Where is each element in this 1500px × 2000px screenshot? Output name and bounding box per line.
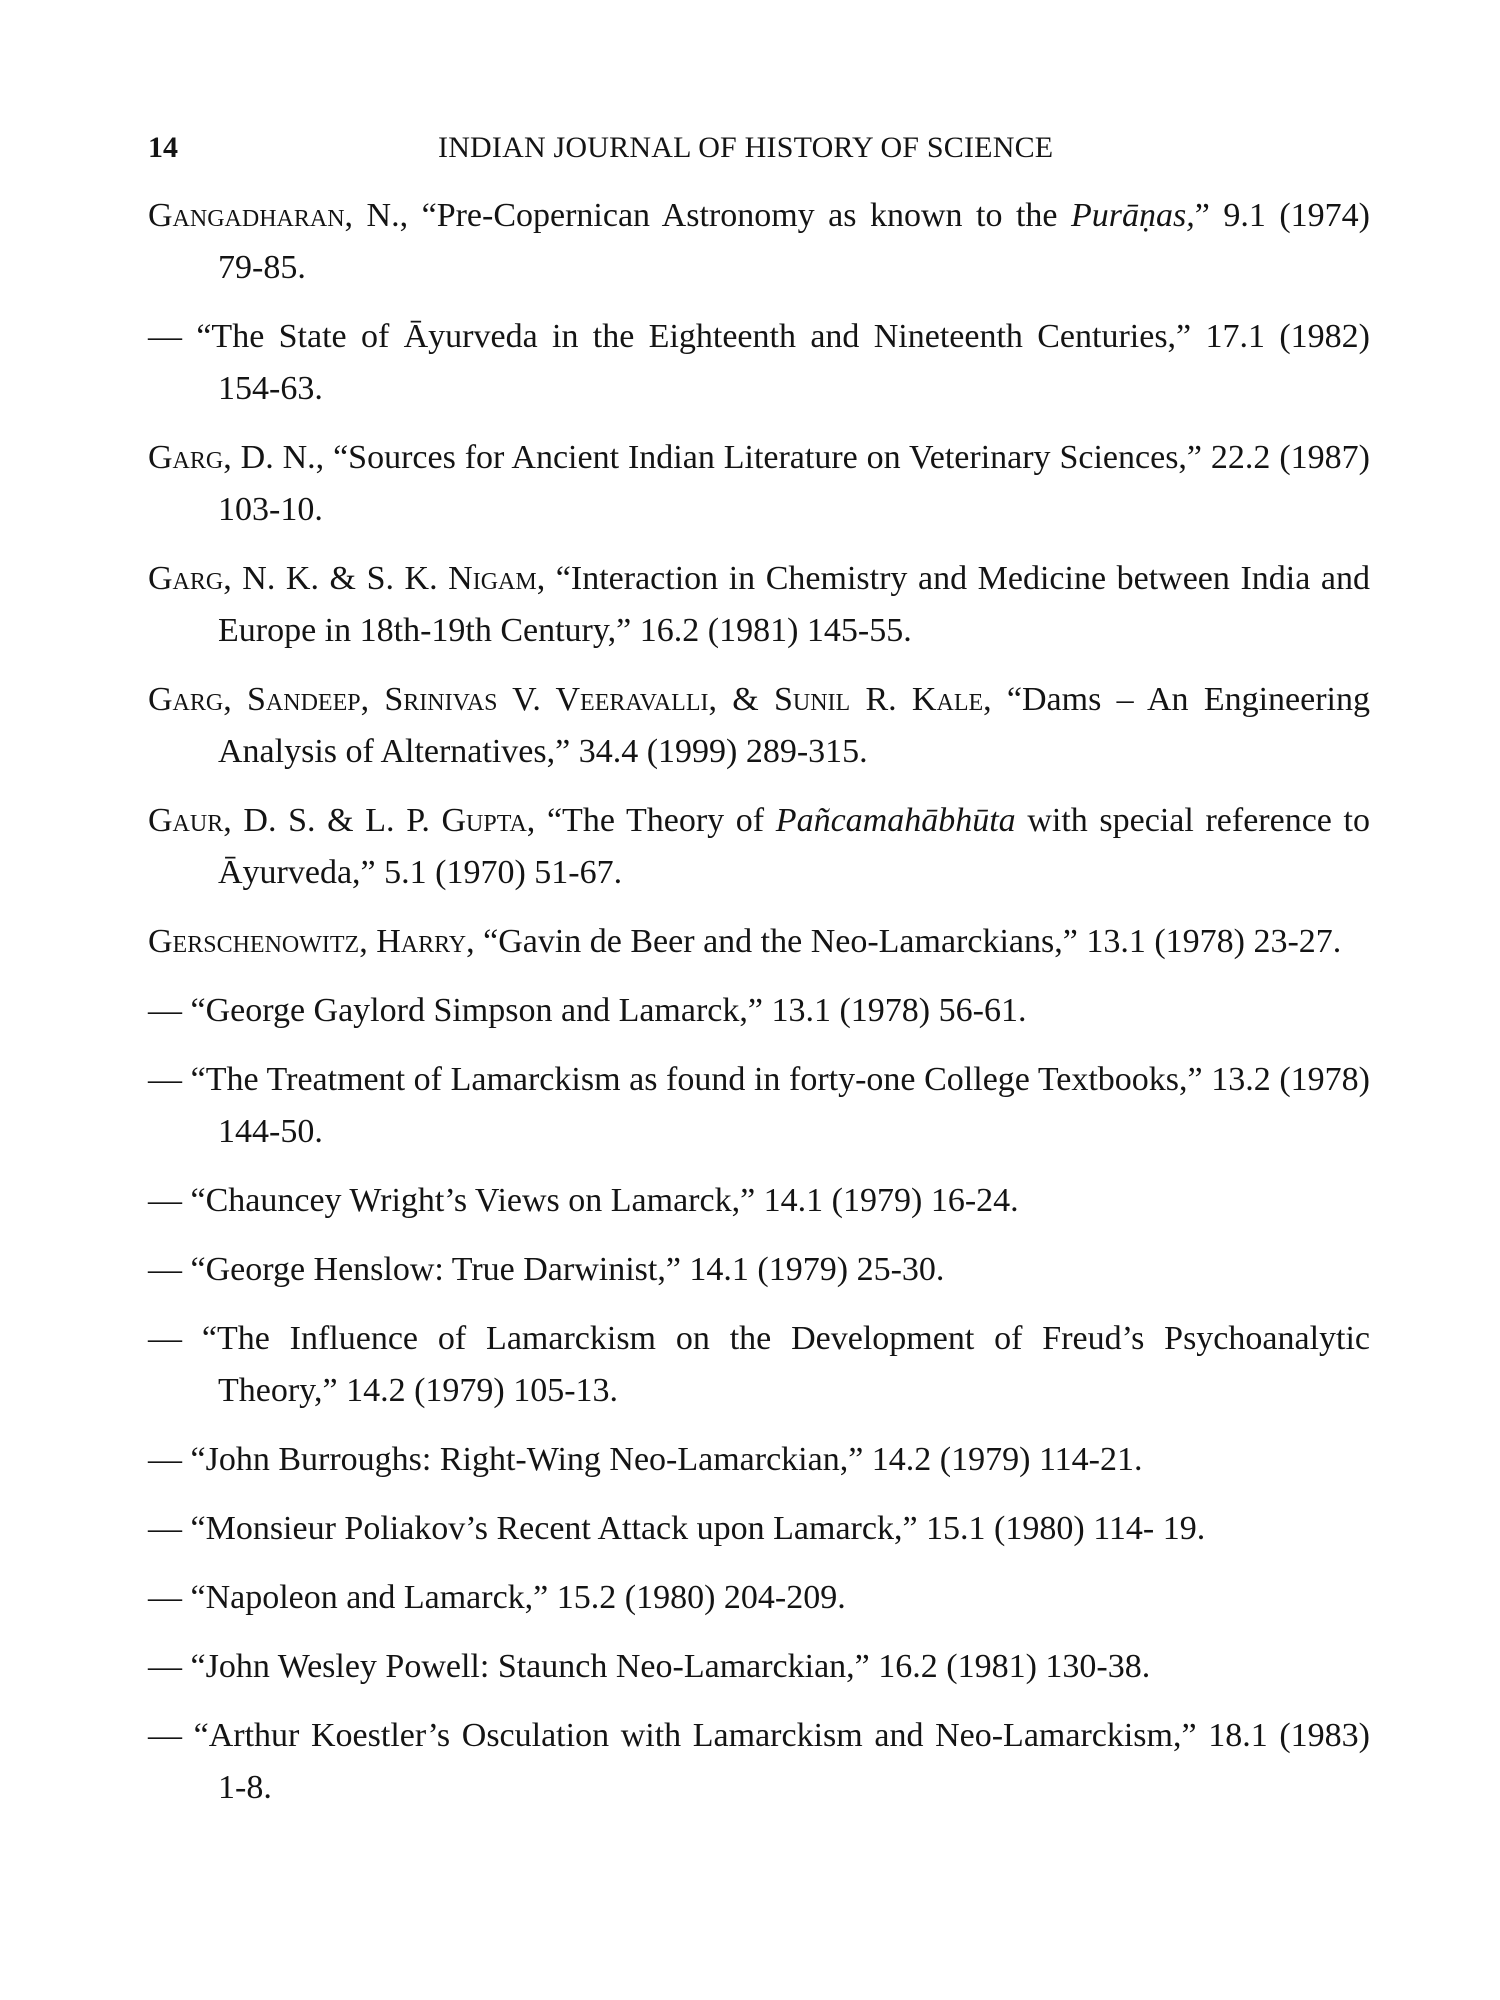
entry-title: “George Gaylord Simpson and Lamarck,” [182,992,763,1029]
entry-citation: 18.1 (1983) 1-8. [218,1717,1370,1806]
bibliography-entry [148,1175,1370,1227]
entry-title: “Gavin de Beer and the Neo-Lamarckians,” [474,923,1078,960]
entry-citation: 15.2 (1980) 204-209. [548,1579,846,1616]
entry-citation: 9.1 (1974) 79-85. [218,197,1370,286]
entry-author: — [148,1182,182,1219]
entry-citation: 17.1 (1982) 154-63. [218,318,1370,407]
entry-author: Garg, N. K. & S. K. Nigam, [148,560,546,597]
entry-title: “Monsieur Poliakov’s Recent Attack upon Lamarck,” [182,1510,918,1547]
entry-author: — [148,1251,182,1288]
entry-author: — [148,1579,182,1616]
entry-author: Garg, Sandeep, Srinivas V. Veeravalli, & Sunil R. Kale, [148,681,992,718]
entry-author: — [148,1061,182,1098]
entry-citation: 34.4 (1999) 289-315. [570,733,868,770]
entry-title-end: with special reference to Āyurveda,” [218,802,1371,891]
bibliography-entry [148,795,1370,899]
bibliography-entry [148,1503,1370,1555]
entry-citation: 16.2 (1981) 130-38. [869,1648,1151,1685]
entry-citation: 14.2 (1979) 105-13. [337,1372,619,1409]
page-number: 14 [148,131,178,164]
bibliography-entry [148,432,1370,536]
entry-author: — [148,1717,182,1754]
bibliography-entry [148,674,1370,778]
entry-author: Gangadharan, N., [148,197,409,234]
bibliography-entry [148,311,1370,415]
entry-citation: 13.1 (1978) 56-61. [762,992,1027,1029]
bibliography-entry [148,1572,1370,1624]
entry-author: — [148,1648,182,1685]
entry-title-end: ” [1194,197,1210,234]
entry-author: Gaur, D. S. & L. P. Gupta, [148,802,536,839]
page-header [148,128,1360,168]
bibliography-entry [148,1434,1370,1486]
entry-author: Garg, D. N., [148,439,325,476]
bibliography-entry [148,553,1370,657]
entry-title: “George Henslow: True Darwinist,” [182,1251,681,1288]
entry-author: — [148,1510,182,1547]
entry-title: “The Influence of Lamarckism on the Development of Freud’s Psychoanalytic Theory,” [182,1320,1370,1409]
entry-title-italic: Pañcamahābhūta [775,802,1016,839]
bibliography-entry [148,190,1370,294]
bibliography-list [148,190,1370,1831]
entry-title: “John Wesley Powell: Staunch Neo-Lamarckian,” [182,1648,870,1685]
entry-title: “Chauncey Wright’s Views on Lamarck,” [182,1182,756,1219]
entry-author: — [148,318,182,355]
entry-title: “Napoleon and Lamarck,” [182,1579,549,1616]
bibliography-entry [148,985,1370,1037]
entry-title: “Arthur Koestler’s Osculation with Lamarckism and Neo-Lamarckism,” [182,1717,1197,1754]
entry-title: “The Treatment of Lamarckism as found in forty-one College Textbooks,” [182,1061,1203,1098]
entry-title: “Pre-Copernican Astronomy as known to the [408,197,1072,234]
entry-author: — [148,992,182,1029]
entry-citation: 22.2 (1987) 103-10. [218,439,1370,528]
running-head: INDIAN JOURNAL OF HISTORY OF SCIENCE [438,131,1054,164]
bibliography-entry [148,1313,1370,1417]
entry-citation: 5.1 (1970) 51-67. [375,854,623,891]
entry-title: “The State of Āyurveda in the Eighteenth and Nineteenth Centuries,” [182,318,1192,355]
entry-citation: 16.2 (1981) 145-55. [631,612,912,649]
entry-citation: 14.1 (1979) 25-30. [680,1251,945,1288]
entry-citation: 13.1 (1978) 23-27. [1077,923,1342,960]
entry-title: “John Burroughs: Right-Wing Neo-Lamarckian,” [182,1441,864,1478]
entry-title: “Interaction in Chemistry and Medicine between India and Europe in 18th-19th Century,” [218,560,1370,649]
bibliography-entry [148,916,1370,968]
entry-author: — [148,1441,182,1478]
entry-title-italic: Purāṇas, [1071,197,1195,234]
entry-citation: 13.2 (1978) 144-50. [218,1061,1370,1150]
entry-author: — [148,1320,182,1357]
entry-title: “Sources for Ancient Indian Literature on Veterinary Sciences,” [324,439,1203,476]
entry-citation: 14.1 (1979) 16-24. [755,1182,1019,1219]
entry-citation: 15.1 (1980) 114- 19. [917,1510,1206,1547]
entry-author: Gerschenowitz, Harry, [148,923,475,960]
entry-title: “Dams – An Engineering Analysis of Alternatives,” [218,681,1370,770]
bibliography-entry [148,1054,1370,1158]
bibliography-entry [148,1710,1370,1814]
bibliography-entry [148,1244,1370,1296]
bibliography-entry [148,1641,1370,1693]
entry-citation: 14.2 (1979) 114-21. [863,1441,1143,1478]
entry-title: “The Theory of [535,802,776,839]
